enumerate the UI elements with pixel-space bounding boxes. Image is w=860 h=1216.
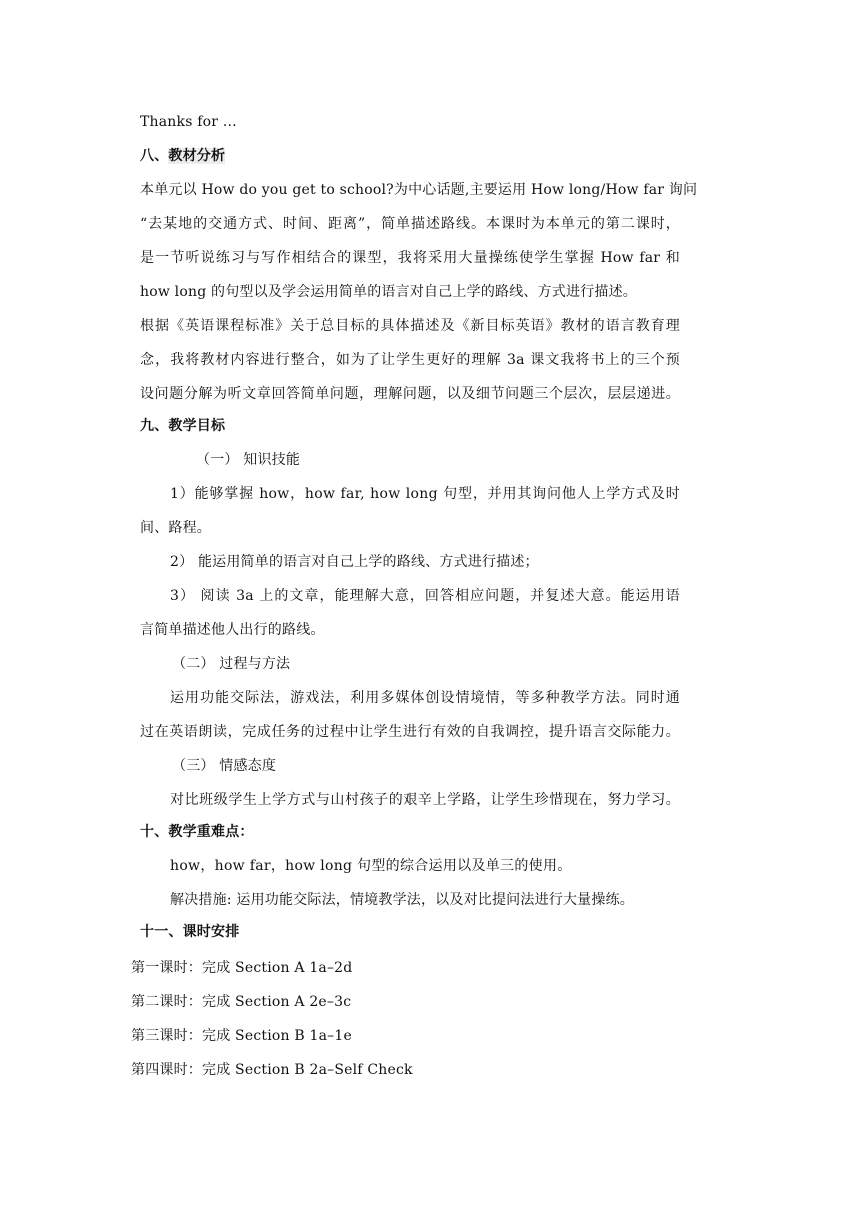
s9-goal-3b: 言简单描述他人出行的路线。: [140, 622, 325, 638]
s10-line-2: 解决措施: 运用功能交际法，情境教学法，以及对比提问法进行大量操练。: [170, 892, 634, 908]
s8-line-7: 设问题分解为听文章回答简单问题，理解问题，以及细节问题三个层次，层层递进。: [140, 386, 680, 402]
s8-line-2: “去某地的交通方式、时间、距离”，简单描述路线。本课时为本单元的第二课时，: [140, 216, 680, 232]
s9-goal-2: 2） 能运用简单的语言对自己上学的路线、方式进行描述；: [170, 554, 539, 570]
section-11-heading: 十一、课时安排: [140, 924, 240, 940]
schedule-item-4: 第四课时：完成 Section B 2a–Self Check: [131, 1062, 413, 1078]
section-8-title: 教材分析: [168, 148, 226, 164]
s8-line-6: 念，我将教材内容进行整合，如为了让学生更好的理解 3a 课文我将书上的三个预: [140, 352, 680, 368]
section-10-heading: 十、教学重难点：: [140, 824, 254, 840]
section-9-heading: 九、教学目标: [140, 418, 226, 434]
section-8-prefix: 八、: [140, 148, 169, 164]
s9-para-3: 对比班级学生上学方式与山村孩子的艰辛上学路，让学生珍惜现在，努力学习。: [170, 792, 680, 808]
schedule-item-1: 第一课时：完成 Section A 1a–2d: [131, 960, 353, 976]
s9-goal-1a: 1）能够掌握 how，how far, how long 句型，并用其询问他人上学方式及时: [170, 486, 680, 502]
section-8-heading: [140, 146, 225, 166]
s8-line-1: 本单元以 How do you get to school?为中心话题,主要运用 How long/How far 询问: [140, 182, 698, 198]
schedule-item-2: 第二课时：完成 Section A 2e–3c: [131, 994, 352, 1010]
s8-line-4: how long 的句型以及学会运用简单的语言对自己上学的路线、方式进行描述。: [140, 284, 638, 300]
thanks-line: Thanks for …: [140, 114, 237, 130]
s9-goal-3a: 3） 阅读 3a 上的文章，能理解大意，回答相应问题，并复述大意。能运用语: [170, 588, 680, 604]
s10-line-1: how，how far，how long 句型的综合运用以及单三的使用。: [170, 858, 572, 874]
s9-para-2a: 运用功能交际法，游戏法，利用多媒体创设情境情，等多种教学方法。同时通: [170, 690, 680, 706]
s9-sub-2: （二） 过程与方法: [172, 656, 291, 672]
s9-goal-1b: 间、路程。: [140, 520, 211, 536]
s9-sub-3: （三） 情感态度: [172, 758, 277, 774]
s8-line-5: 根据《英语课程标准》关于总目标的具体描述及《新目标英语》教材的语言教育理: [140, 318, 680, 334]
s8-line-3: 是一节听说练习与写作相结合的课型，我将采用大量操练使学生掌握 How far 和: [140, 250, 680, 266]
s9-sub-1: （一） 知识技能: [196, 452, 301, 468]
s9-para-2b: 过在英语朗读，完成任务的过程中让学生进行有效的自我调控，提升语言交际能力。: [140, 724, 680, 740]
schedule-item-3: 第三课时：完成 Section B 1a–1e: [131, 1028, 352, 1044]
